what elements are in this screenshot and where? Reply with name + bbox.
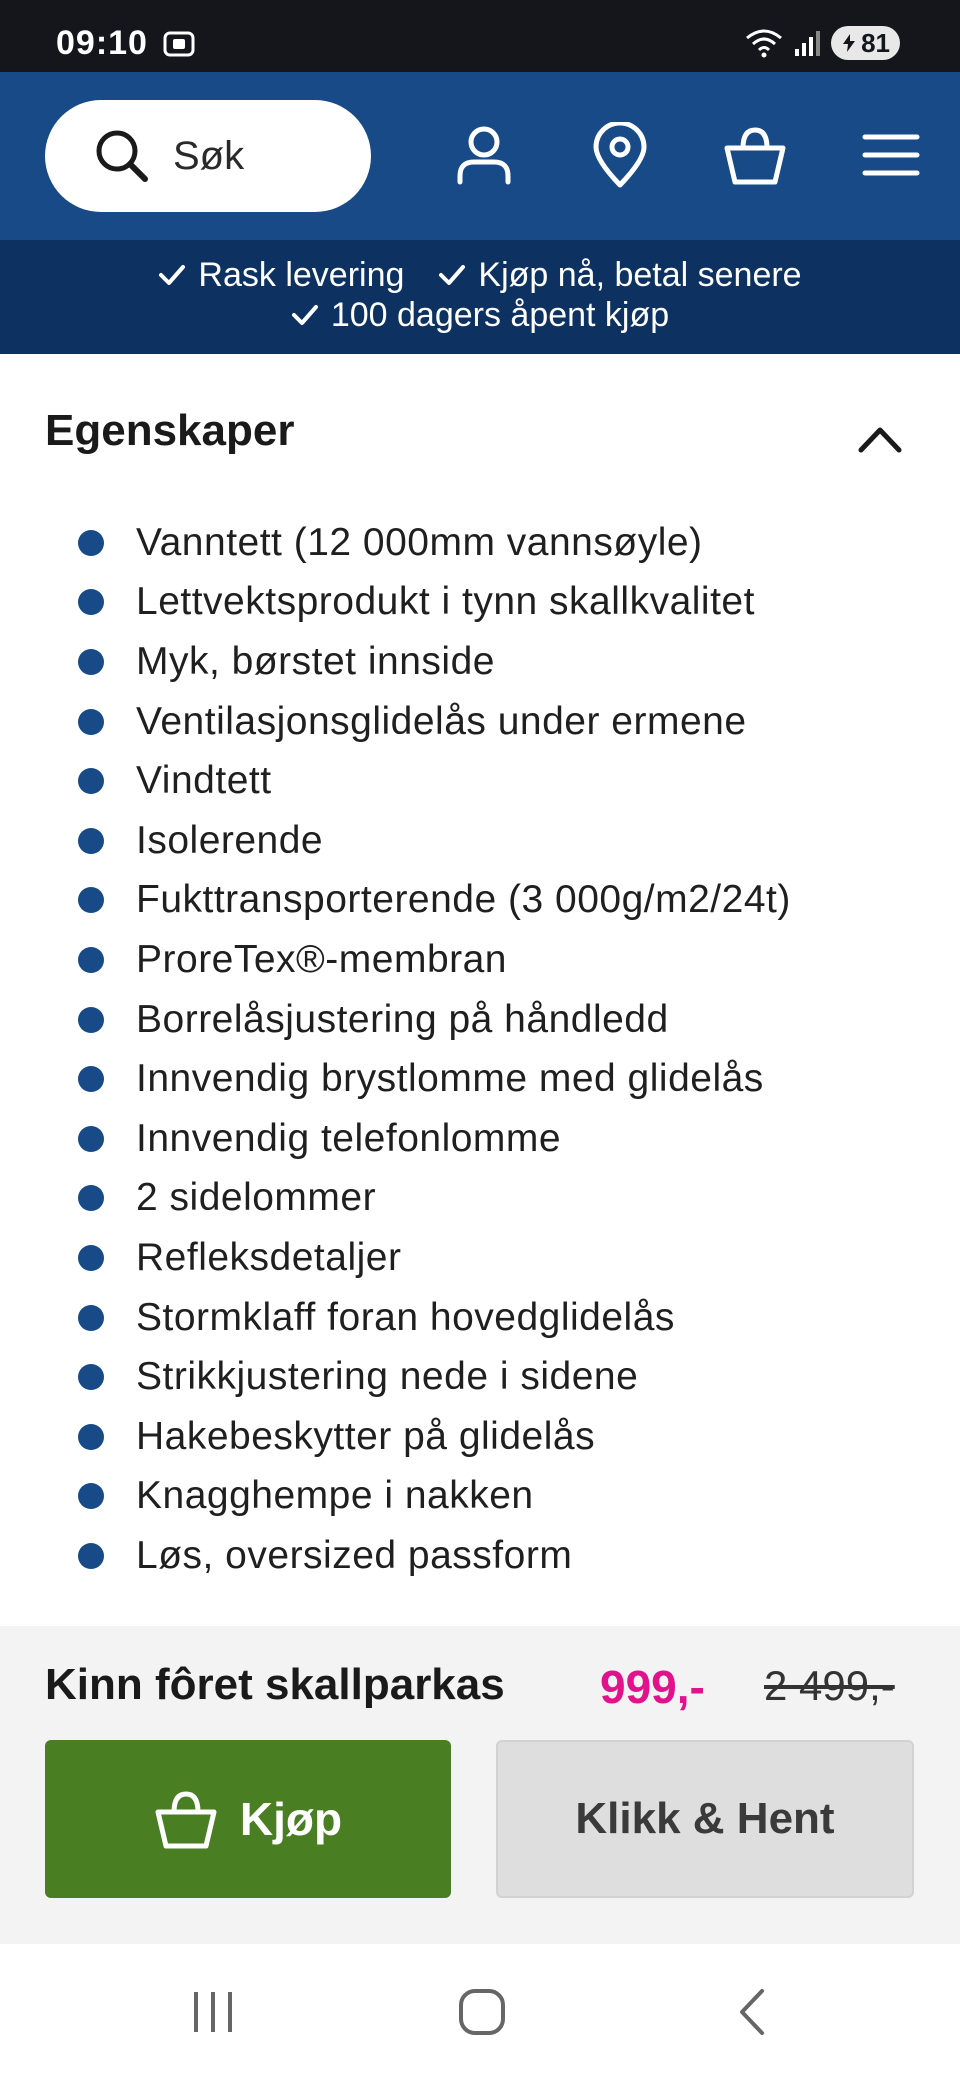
feature-text: Myk, børstet innside	[136, 639, 495, 683]
site-header	[0, 72, 960, 240]
feature-item	[78, 1049, 791, 1109]
bullet-icon	[78, 947, 104, 973]
feature-text: Fukttransporterende (3 000g/m2/24t)	[136, 878, 791, 922]
feature-text: Innvendig telefonlomme	[136, 1116, 562, 1160]
bullet-icon	[78, 1126, 104, 1152]
search-placeholder: Søk	[173, 133, 245, 178]
usp-item	[158, 255, 404, 295]
usp-label: Rask levering	[198, 256, 405, 294]
chevron-up-icon[interactable]	[856, 418, 904, 456]
battery-level: 81	[861, 27, 890, 58]
bullet-icon	[78, 828, 104, 854]
bullet-icon	[78, 1543, 104, 1569]
click-collect-button[interactable]	[496, 1740, 914, 1898]
price-current: 999,-	[600, 1661, 705, 1713]
feature-item	[78, 1467, 791, 1527]
signal-icon	[793, 29, 821, 57]
screenshot-icon	[162, 28, 196, 60]
feature-item	[78, 1288, 791, 1348]
search-input[interactable]	[45, 100, 371, 212]
feature-item	[78, 1526, 791, 1586]
account-icon	[454, 124, 514, 186]
feature-text: Løs, oversized passform	[136, 1533, 573, 1577]
bullet-icon	[78, 768, 104, 794]
feature-item	[78, 573, 791, 633]
feature-text: Knagghempe i nakken	[136, 1474, 534, 1518]
feature-item	[78, 811, 791, 871]
feature-item	[78, 871, 791, 931]
bullet-icon	[78, 530, 104, 556]
feature-list	[78, 513, 791, 1586]
system-nav-bar	[0, 1944, 960, 2080]
buy-button[interactable]	[45, 1740, 451, 1898]
back-button[interactable]	[716, 1980, 786, 2044]
feature-item	[78, 1169, 791, 1229]
feature-text: Ventilasjonsglidelås under ermene	[136, 699, 747, 743]
cart-button[interactable]	[720, 120, 790, 190]
bullet-icon	[78, 649, 104, 675]
status-icons	[745, 26, 900, 60]
wifi-icon	[745, 28, 783, 58]
menu-button[interactable]	[856, 120, 926, 190]
usp-label: Kjøp nå, betal senere	[478, 256, 802, 294]
feature-text: Isolerende	[136, 818, 324, 862]
battery-icon	[831, 26, 900, 60]
feature-item	[78, 1109, 791, 1169]
feature-item	[78, 930, 791, 990]
location-icon	[592, 122, 648, 188]
usp-label: 100 dagers åpent kjøp	[330, 296, 670, 334]
bullet-icon	[78, 1245, 104, 1271]
buy-label: Kjøp	[239, 1793, 343, 1845]
feature-item	[78, 1407, 791, 1467]
feature-item	[78, 751, 791, 811]
usp-item	[438, 255, 801, 295]
search-icon	[93, 127, 151, 185]
bullet-icon	[78, 887, 104, 913]
bullet-icon	[78, 1483, 104, 1509]
feature-text: ProreTex®-membran	[136, 937, 508, 981]
feature-text: Refleksdetaljer	[136, 1235, 402, 1279]
status-time: 09:10	[56, 24, 148, 62]
bullet-icon	[78, 1185, 104, 1211]
feature-text: Stormklaff foran hovedglidelås	[136, 1295, 675, 1339]
feature-item	[78, 692, 791, 752]
bullet-icon	[78, 589, 104, 615]
usp-bar	[0, 240, 960, 354]
price-original: 2 499,-	[764, 1662, 895, 1709]
feature-item	[78, 990, 791, 1050]
buy-bar	[0, 1626, 960, 1944]
section-title[interactable]: Egenskaper	[45, 406, 295, 455]
cart-icon	[723, 124, 787, 186]
home-button[interactable]	[447, 1980, 517, 2044]
feature-text: Vanntett (12 000mm vannsøyle)	[136, 520, 703, 564]
feature-text: 2 sidelommer	[136, 1176, 377, 1220]
bullet-icon	[78, 1007, 104, 1033]
feature-text: Borrelåsjustering på håndledd	[136, 997, 669, 1041]
status-bar	[0, 0, 960, 72]
check-icon	[158, 261, 186, 289]
store-locator-button[interactable]	[585, 120, 655, 190]
feature-text: Lettvektsprodukt i tynn skallkvalitet	[136, 580, 755, 624]
bullet-icon	[78, 1305, 104, 1331]
feature-item	[78, 1347, 791, 1407]
feature-item	[78, 632, 791, 692]
recent-apps-icon	[190, 1989, 236, 2035]
feature-text: Innvendig brystlomme med glidelås	[136, 1057, 764, 1101]
check-icon	[438, 261, 466, 289]
check-icon	[291, 301, 319, 329]
feature-text: Strikkjustering nede i sidene	[136, 1355, 639, 1399]
click-collect-label: Klikk & Hent	[575, 1794, 835, 1843]
feature-text: Hakebeskytter på glidelås	[136, 1414, 596, 1458]
feature-item	[78, 1228, 791, 1288]
menu-icon	[862, 133, 920, 177]
account-button[interactable]	[449, 120, 519, 190]
back-icon	[734, 1987, 768, 2037]
feature-text: Vindtett	[136, 759, 272, 803]
bullet-icon	[78, 1066, 104, 1092]
cart-icon	[154, 1788, 218, 1850]
home-icon	[457, 1987, 507, 2037]
usp-item	[291, 295, 669, 335]
bullet-icon	[78, 1364, 104, 1390]
product-name: Kinn fôret skallparkas	[45, 1660, 505, 1709]
feature-item	[78, 513, 791, 573]
bullet-icon	[78, 709, 104, 735]
recent-apps-button[interactable]	[178, 1980, 248, 2044]
bullet-icon	[78, 1424, 104, 1450]
